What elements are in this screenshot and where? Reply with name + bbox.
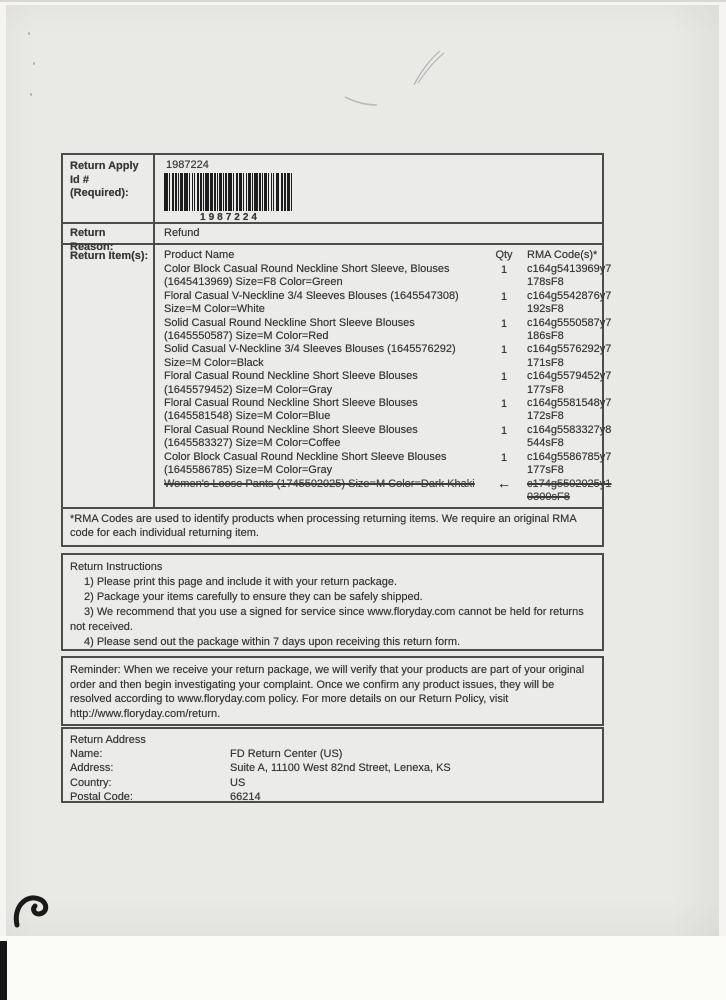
address-row-label: Country: bbox=[70, 776, 112, 789]
return-address-rows bbox=[70, 747, 594, 804]
return-item-row bbox=[155, 424, 611, 451]
return-address-title: Return Address bbox=[70, 734, 146, 746]
return-item-row bbox=[155, 317, 611, 344]
items-table bbox=[155, 245, 611, 507]
address-row bbox=[70, 790, 594, 804]
return-instructions-steps bbox=[70, 575, 594, 650]
dust-speck bbox=[28, 32, 30, 35]
return-item-row bbox=[155, 397, 611, 424]
dust-speck bbox=[33, 62, 35, 65]
item-rma-code: c164g5581548y7 172sF8 bbox=[527, 397, 612, 423]
items-table-header bbox=[155, 245, 611, 263]
item-product-name: Floral Casual Round Neckline Short Sleeve Blouses (1645583327) Size=M Color=Coffee bbox=[164, 423, 418, 450]
address-row-value: US bbox=[230, 776, 246, 789]
address-row-value: FD Return Center (US) bbox=[230, 748, 343, 761]
item-product-name: Floral Casual V-Neckline 3/4 Sleeves Blouses (1645547308) Size=M Color=White bbox=[164, 289, 459, 316]
return-instructions-title: Return Instructions bbox=[70, 561, 163, 573]
items-table-body bbox=[155, 263, 611, 504]
item-rma-code: c164g5542876y7 192sF8 bbox=[527, 289, 612, 316]
return-items-label: Return Item(s): bbox=[63, 245, 155, 507]
barcode bbox=[164, 173, 296, 225]
item-product-name: Solid Casual Round Neckline Short Sleeve Blouses (1645550587) Size=M Color=Red bbox=[164, 316, 415, 343]
column-qty: Qty bbox=[495, 249, 513, 261]
return-instructions-box bbox=[61, 553, 604, 651]
item-qty: 1 bbox=[500, 317, 508, 330]
return-item-row bbox=[155, 263, 611, 290]
instruction-step: 1) Please print this page and include it with your return package. bbox=[84, 576, 398, 588]
item-qty: 1 bbox=[500, 398, 508, 411]
instruction-step: 2) Package your items carefully to ensure they can be safely shipped. bbox=[84, 591, 423, 603]
item-product-name: Women's Loose Pants (1745502025) Size=M Color=Dark Khaki bbox=[164, 477, 475, 490]
return-item-row bbox=[155, 290, 611, 317]
scan-top-edge bbox=[0, 0, 726, 2]
page-curl-mark bbox=[10, 889, 58, 935]
item-rma-code: c164g5583327y8 544sF8 bbox=[527, 423, 612, 450]
item-rma-code: c164g5576292y7 171sF8 bbox=[527, 343, 612, 369]
barcode-bars bbox=[164, 173, 296, 211]
item-qty: 1 bbox=[500, 451, 508, 464]
return-reason-label: Return Reason: bbox=[63, 224, 155, 243]
item-product-name: Floral Casual Round Neckline Short Sleeve Blouses (1645579452) Size=M Color=Gray bbox=[164, 370, 418, 396]
item-qty: 1 bbox=[500, 371, 508, 384]
dust-speck bbox=[30, 93, 32, 96]
address-row bbox=[70, 761, 594, 775]
item-qty: 1 bbox=[500, 264, 508, 276]
item-rma-code: c164g5413969y7 178sF8 bbox=[527, 263, 612, 289]
return-apply-id-value: 1987224 bbox=[166, 159, 209, 171]
address-row-value: Suite A, 11100 West 82nd Street, Lenexa, KS bbox=[230, 762, 451, 775]
return-reason-value: Refund bbox=[164, 227, 200, 239]
item-product-name: Color Block Casual Round Neckline Short Sleeve, Blouses (1645413969) Size=F8 Color=Green bbox=[164, 263, 450, 289]
instruction-step: 4) Please send out the package within 7 days upon receiving this return form. bbox=[84, 636, 461, 648]
return-items-row bbox=[63, 245, 612, 509]
item-qty: 1 bbox=[500, 290, 508, 303]
barcode-number: 1987224 bbox=[200, 212, 260, 223]
handwritten-arrow-icon: ← bbox=[497, 474, 511, 491]
instruction-step: 3) We recommend that you use a signed for service since www.floryday.com cannot be held for returns not received. bbox=[70, 606, 584, 633]
address-row-label: Name: bbox=[70, 748, 103, 761]
address-row-value: 66214 bbox=[230, 790, 261, 803]
address-row-label: Postal Code: bbox=[70, 790, 133, 803]
return-address-box bbox=[61, 727, 604, 803]
column-rma-codes: RMA Code(s)* bbox=[527, 249, 598, 261]
return-reason-row bbox=[63, 224, 602, 253]
item-rma-code: c164g5579452y7 177sF8 bbox=[527, 370, 612, 396]
scanner-bed-bottom bbox=[0, 936, 726, 1000]
return-item-row bbox=[155, 343, 611, 370]
item-qty: 1 bbox=[500, 424, 508, 437]
rma-note-row bbox=[63, 509, 602, 543]
reminder-box: Reminder: When we receive your return package, we will verify that your products are part of your original order and then begin investigating your complaint. Once we confirm any product issues, they will be resolved according to www.floryday.com policy. For more details on our Return Policy, visit http://www.floryday.com/return. bbox=[61, 656, 604, 726]
return-form-table bbox=[61, 153, 612, 547]
column-product-name: Product Name bbox=[164, 249, 235, 261]
return-item-row bbox=[155, 474, 612, 505]
scanned-paper bbox=[6, 5, 719, 936]
rma-note: *RMA Codes are used to identify products when processing returning items. We require an original RMA code for each individual returning item. bbox=[70, 513, 577, 539]
scan-edge-black-mark bbox=[0, 941, 7, 1000]
address-row bbox=[70, 747, 594, 761]
address-row bbox=[70, 776, 594, 790]
item-product-name: Floral Casual Round Neckline Short Sleeve Blouses (1645581548) Size=M Color=Blue bbox=[164, 397, 418, 423]
return-apply-label: Return Apply Id # (Required): bbox=[63, 155, 155, 222]
item-rma-code: c164g5550587y7 186sF8 bbox=[527, 316, 612, 343]
item-product-name: Color Block Casual Round Neckline Short Sleeve Blouses (1645586785) Size=M Color=Gray bbox=[164, 450, 447, 477]
address-row-label: Address: bbox=[70, 762, 114, 775]
return-item-row bbox=[155, 451, 611, 478]
item-product-name: Solid Casual V-Neckline 3/4 Sleeves Blouses (1645576292) Size=M Color=Black bbox=[164, 343, 456, 369]
item-qty bbox=[484, 474, 524, 505]
pen-squiggle-mark bbox=[406, 43, 456, 93]
return-apply-row bbox=[63, 155, 602, 224]
item-rma-code: c174g5502025y1 0300sF8 bbox=[527, 477, 612, 503]
return-item-row bbox=[155, 370, 611, 397]
item-rma-code: c164g5586785y7 177sF8 bbox=[527, 450, 612, 477]
item-qty: 1 bbox=[500, 344, 508, 357]
return-apply-value-cell bbox=[155, 155, 602, 222]
pencil-smudge-mark bbox=[341, 91, 381, 111]
